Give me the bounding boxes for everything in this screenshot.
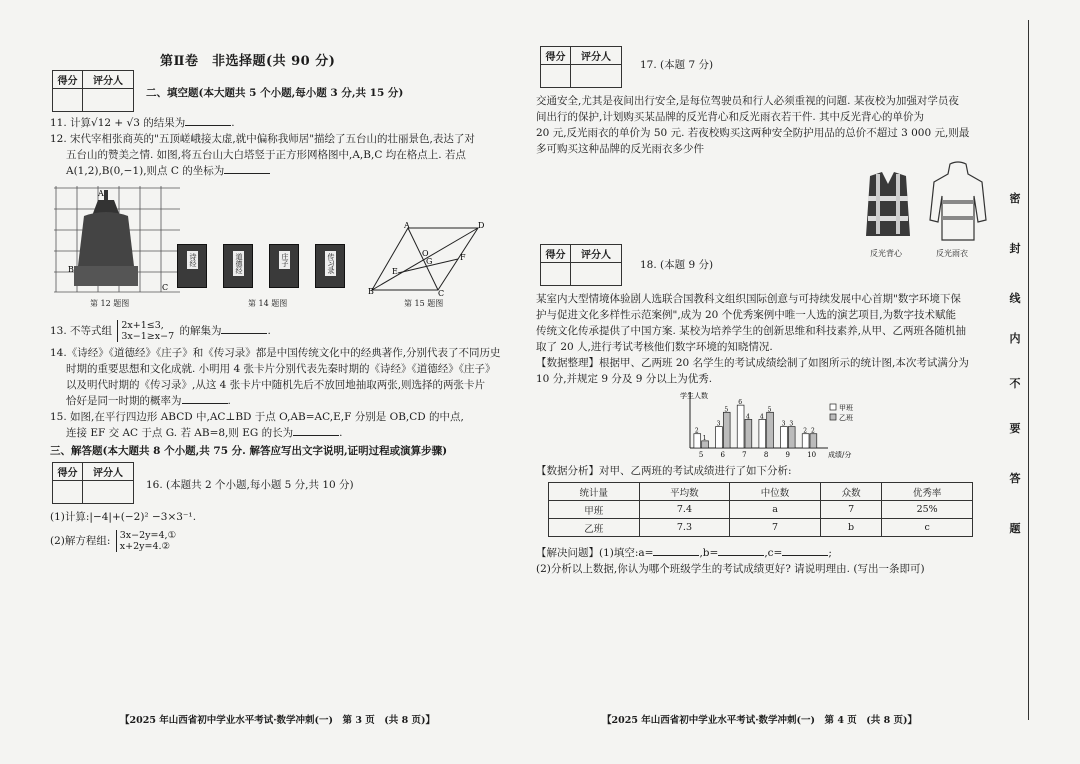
figure-15-caption: 第 15 题图 (404, 299, 444, 308)
figure-12-grid (54, 186, 182, 294)
bar-yi (810, 434, 817, 448)
binding-char: 不 (1009, 377, 1021, 390)
bar-data-label: 5 (767, 406, 772, 414)
grader-cell[interactable] (571, 65, 621, 87)
figure-15-parallelogram (368, 222, 488, 296)
statistics-table (548, 482, 973, 537)
question-17-line2: 间出行的保护,计划购买某品牌的反光背心和反光雨衣若干件. 其中反光背心的单价为 (536, 111, 925, 123)
inequality-system: 2x+1≤3, 3x−1≥x−7 (117, 320, 174, 342)
bar-jia (737, 405, 744, 448)
bar-jia (716, 427, 723, 448)
table-cell: b (820, 519, 881, 537)
pagoda-icon (74, 190, 138, 286)
question-16-part1: (1)计算:|−4|+(−2)² −3×3⁻¹. (50, 511, 197, 523)
table-cell: 7.3 (639, 519, 730, 537)
question-12-line2: 五台山的赞美之情. 如图,将五台山大白塔竖于正方形网格图中,A,B,C 均在格点上. 若点 (66, 149, 466, 161)
bar-data-label: 3 (716, 420, 721, 428)
book-chuanxilu: 传习录 (315, 244, 345, 288)
section-2-heading: 二、填空题(本大题共 5 个小题,每小题 3 分,共 15 分) (146, 87, 404, 99)
data-analysis-heading: 【数据分析】对甲、乙两班的考试成绩进行了如下分析: (536, 465, 792, 477)
bar-jia (759, 419, 766, 448)
bar-yi (788, 427, 795, 448)
reflective-vest-icon (862, 170, 914, 242)
question-18-heading: 18. (本题 9 分) (640, 259, 714, 271)
binding-char: 内 (1009, 332, 1021, 345)
grader-label: 评分人 (83, 71, 133, 89)
question-17-line3: 20 元,反光雨衣的单价为 50 元. 若夜校购买这两种安全防护用品的总价不超过 3 000 元,则最 (536, 127, 970, 139)
binding-char: 题 (1009, 522, 1021, 535)
table-cell: 中位数 (730, 483, 821, 501)
y-axis-label: 学生人数 (680, 392, 708, 400)
score-label: 得分 (53, 463, 83, 481)
binding-char: 答 (1009, 472, 1021, 485)
legend-entry: 甲班 (839, 404, 853, 412)
table-cell: 众数 (820, 483, 881, 501)
question-15-line1: 15. 如图,在平行四边形 ABCD 中,AC⊥BD 于点 O,AB=AC,E,F 分别是 OB,CD 的中点, (50, 411, 464, 423)
answer-blank-11[interactable] (185, 116, 231, 126)
bar-yi (723, 412, 730, 448)
x-tick-label: 9 (785, 451, 790, 459)
question-18-line2: 护与促进文化多样性示范案例",成为 20 个优秀案例中唯一人选的演艺项目,为数字技术赋能 (536, 309, 957, 321)
label-d: D (478, 222, 485, 230)
bar-data-label: 2 (694, 427, 699, 435)
table-cell: 乙班 (549, 519, 640, 537)
question-17-line4: 多可购买这种品牌的反光雨衣多少件 (536, 143, 704, 155)
question-14-line3: 以及明代时期的《传习录》,从这 4 张卡片中随机先后不放回地抽取两张,则选择的两张卡片 (66, 379, 486, 391)
table-cell: 7.4 (639, 501, 730, 519)
grader-cell[interactable] (83, 89, 133, 111)
table-cell: 甲班 (549, 501, 640, 519)
legend-swatch (830, 414, 836, 420)
table-cell: 25% (882, 501, 973, 519)
data-organization-line1: 【数据整理】根据甲、乙两班 20 名学生的考试成绩绘制了如图所示的统计图,本次考试满分为 (536, 357, 969, 369)
page-footer-left: 【2025 年山西省初中学业水平考试·数学冲刺(一) 第 3 页 (共 8 页)】 (120, 715, 435, 726)
book-zhuangzi: 庄子 (269, 244, 299, 288)
binding-char: 密 (1009, 192, 1021, 205)
bar-data-label: 4 (746, 413, 750, 421)
question-17-line1: 交通安全,尤其是夜间出行安全,是每位驾驶员和行人必须重视的问题. 某夜校为加强对学员夜 (536, 95, 959, 107)
score-label: 得分 (541, 47, 571, 65)
question-14-line4: 恰好是同一时期的概率为 . (66, 395, 231, 407)
question-14-line1: 14.《诗经》《道德经》《庄子》和《传习录》都是中国传统文化中的经典著作,分别代表了不同历史 (50, 347, 501, 359)
question-18-line3: 传统文化传承提供了中国方案. 某校为培养学生的创新思维和科技素养,从甲、乙两班各随机抽 (536, 325, 967, 337)
bar-jia (694, 434, 701, 448)
bar-data-label: 6 (738, 399, 743, 407)
answer-blank-a[interactable] (653, 546, 699, 556)
score-label: 得分 (53, 71, 83, 89)
question-11: 11. 计算√12 + √3 的结果为 . (50, 117, 235, 129)
score-cell[interactable] (53, 89, 83, 111)
bar-data-label: 2 (803, 427, 808, 435)
bar-yi (767, 412, 774, 448)
x-axis-label: 成绩/分 (828, 451, 852, 459)
bar-jia (781, 427, 788, 448)
point-b-label: B (68, 265, 74, 274)
table-cell: c (882, 519, 973, 537)
data-organization-line2: 10 分,并规定 9 分及 9 分以上为优秀. (536, 373, 713, 385)
bar-data-label: 2 (811, 427, 815, 435)
solve-problem-part2: (2)分析以上数据,你认为哪个班级学生的考试成绩更好? 请说明理由. (写出一条即可) (536, 563, 925, 575)
label-o: O (422, 249, 429, 258)
score-cell[interactable] (541, 65, 571, 87)
table-cell: 优秀率 (882, 483, 973, 501)
book-shijing: 诗经 (177, 244, 207, 288)
figure-12-caption: 第 12 题图 (90, 299, 130, 308)
question-16-part2: (2)解方程组: 3x−2y=4,① x+2y=4.② (50, 530, 177, 552)
x-tick-label: 5 (698, 451, 704, 459)
label-a: A (404, 222, 410, 230)
binding-line (1028, 20, 1029, 720)
book-daodejing: 道德经 (223, 244, 253, 288)
question-12-line1: 12. 宋代宰相张商英的"五顶嵯峨接太虚,就中偏称我师居"描绘了五台山的壮丽景色,表达了对 (50, 133, 475, 145)
raincoat-label: 反光雨衣 (936, 249, 968, 258)
bar-data-label: 3 (781, 420, 786, 428)
grader-label: 评分人 (83, 463, 133, 481)
table-row (549, 519, 973, 537)
table-cell: a (730, 501, 821, 519)
question-14-line2: 时期的重要思想和文化成就. 小明用 4 张卡片分别代表先秦时期的《诗经》《道德经》《庄子》 (66, 363, 496, 375)
answer-blank-b[interactable] (718, 546, 764, 556)
answer-blank-12[interactable] (224, 164, 270, 174)
question-13: 13. 不等式组 2x+1≤3, 3x−1≥x−7 的解集为 . (50, 320, 271, 342)
label-g: G (426, 257, 433, 266)
score-box-16 (52, 462, 134, 504)
page-title: 第Ⅱ卷 非选择题(共 90 分) (160, 54, 336, 69)
label-f: F (460, 253, 466, 262)
section-3-heading: 三、解答题(本大题共 8 个小题,共 75 分. 解答应写出文字说明,证明过程或演算步骤) (50, 445, 448, 457)
legend-entry: 乙班 (839, 414, 853, 422)
table-row (549, 501, 973, 519)
table-cell: 平均数 (639, 483, 730, 501)
figure-14-caption: 第 14 题图 (248, 299, 288, 308)
binding-char: 要 (1009, 422, 1021, 435)
raincoat-icon (928, 160, 988, 244)
question-12-line3: A(1,2),B(0,−1),则点 C 的坐标为 (66, 164, 270, 179)
x-tick-label: 10 (807, 451, 817, 459)
x-tick-label: 8 (763, 451, 769, 459)
score-cell[interactable] (53, 481, 83, 503)
point-a-label: A (98, 189, 104, 198)
answer-blank-c[interactable] (782, 546, 828, 556)
binding-char: 线 (1009, 292, 1021, 305)
bar-data-label: 5 (724, 406, 729, 414)
question-16-heading: 16. (本题共 2 个小题,每小题 5 分,共 10 分) (146, 479, 354, 491)
equation-system: 3x−2y=4,① x+2y=4.② (116, 530, 176, 552)
score-label: 得分 (541, 245, 571, 263)
bar-data-label: 1 (702, 434, 707, 442)
left-page (40, 0, 520, 764)
point-c-label: C (162, 283, 169, 292)
score-box-17 (540, 46, 622, 88)
label-c: C (438, 289, 445, 296)
question-15-line2: 连接 EF 交 AC 于点 G. 若 AB=8,则 EG 的长为 . (66, 427, 343, 439)
label-e: E (392, 267, 398, 276)
vest-label: 反光背心 (870, 249, 902, 258)
question-17-heading: 17. (本题 7 分) (640, 59, 714, 71)
score-box-2 (52, 70, 134, 112)
grader-label: 评分人 (571, 245, 621, 263)
table-cell: 统计量 (549, 483, 640, 501)
question-18-line1: 某室内大型情境体验剧人选联合国教科文组织国际创意与可持续发展中心首期"数字环境下保 (536, 293, 961, 305)
x-tick-label: 6 (720, 451, 725, 459)
bar-data-label: 4 (759, 413, 764, 421)
table-cell: 7 (730, 519, 821, 537)
bar-jia (802, 434, 809, 448)
solve-problem-part1: 【解决问题】(1)填空:a= ,b= ,c= ; (536, 547, 832, 559)
legend-swatch (830, 404, 836, 410)
score-box-18 (540, 244, 622, 286)
label-b: B (368, 287, 374, 296)
bar-yi (745, 419, 752, 448)
table-cell: 7 (820, 501, 881, 519)
grader-cell[interactable] (571, 263, 621, 285)
grader-cell[interactable] (83, 481, 133, 503)
table-header-row (549, 483, 973, 501)
score-cell[interactable] (541, 263, 571, 285)
answer-blank-13[interactable] (221, 324, 267, 334)
bar-yi (702, 441, 709, 448)
question-18-line4: 取了 20 人,进行考试考核他们数字环境的知晓情况. (536, 341, 773, 353)
right-page (532, 0, 1002, 764)
grader-label: 评分人 (571, 47, 621, 65)
bar-data-label: 3 (789, 420, 794, 428)
binding-char: 封 (1009, 242, 1021, 255)
answer-blank-14[interactable] (182, 394, 228, 404)
answer-blank-15[interactable] (293, 426, 339, 436)
page-footer-right: 【2025 年山西省初中学业水平考试·数学冲刺(一) 第 4 页 (共 8 页)】 (602, 715, 917, 726)
x-tick-label: 7 (742, 451, 747, 459)
score-bar-chart (670, 390, 880, 462)
